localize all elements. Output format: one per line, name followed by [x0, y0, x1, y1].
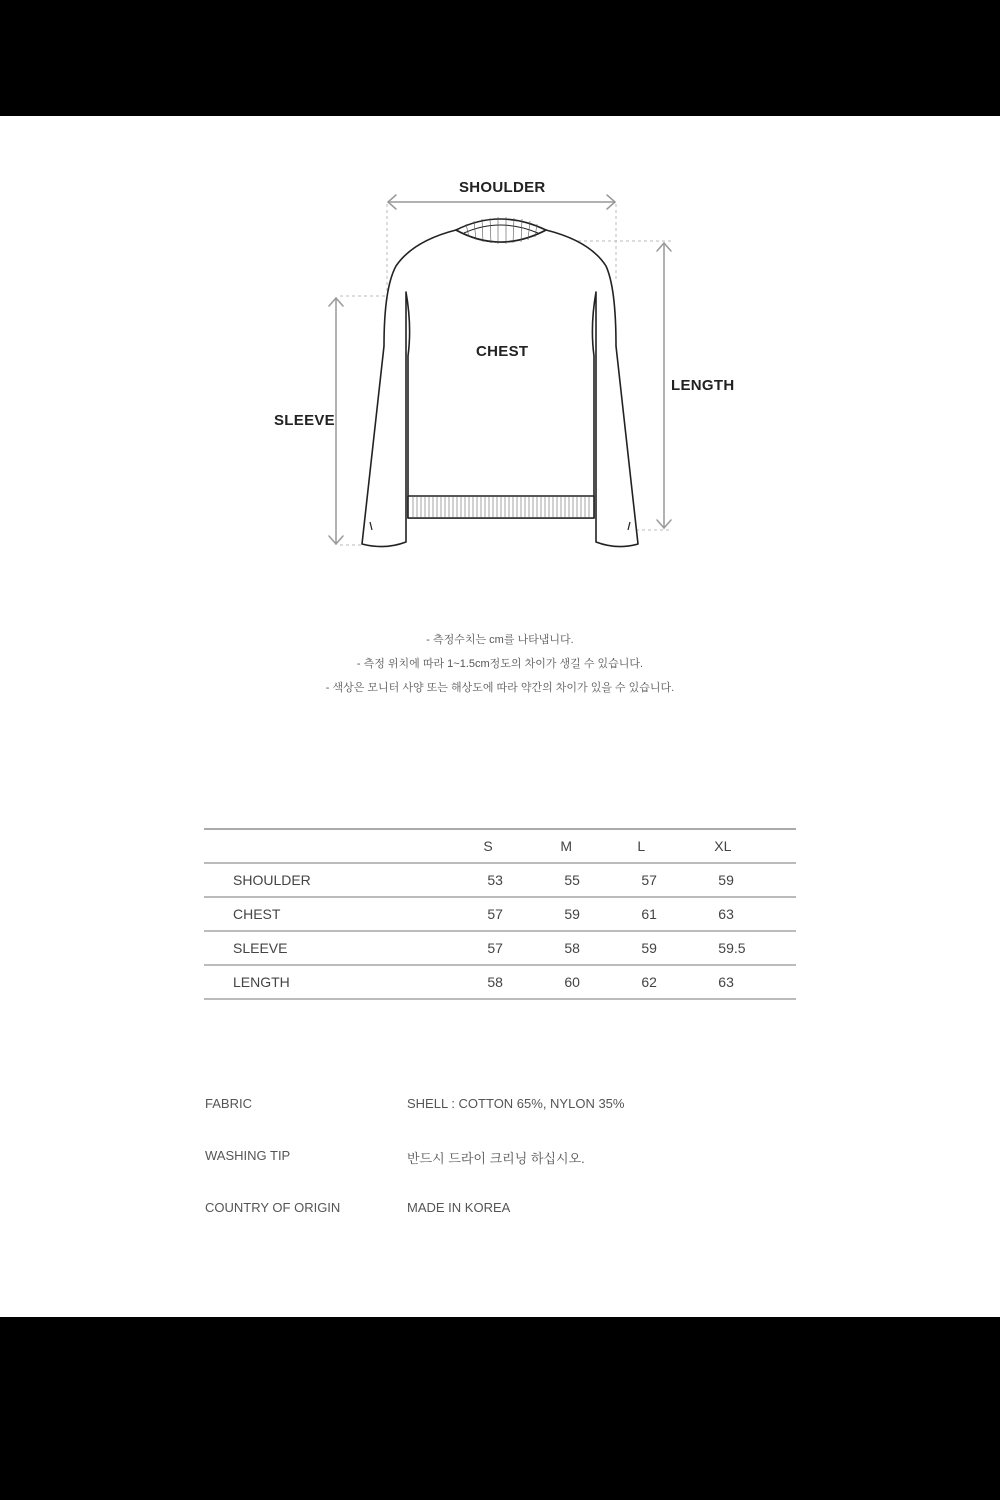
cell-value: 59	[718, 863, 796, 897]
length-label: LENGTH	[671, 377, 735, 394]
table-row	[204, 965, 796, 999]
cell-value: 58	[564, 931, 641, 965]
measurement-notes	[0, 628, 1000, 700]
washing-tip-value: 반드시 드라이 크리닝 하십시오.	[407, 1151, 585, 1166]
header-size-xl: XL	[718, 829, 796, 863]
header-blank	[204, 829, 487, 863]
note-tolerance: - 측정 위치에 따라 1~1.5cm정도의 차이가 생길 수 있습니다.	[356, 658, 644, 670]
cell-value: 57	[641, 863, 718, 897]
cell-value: 59	[564, 897, 641, 931]
cell-value: 57	[487, 931, 564, 965]
cell-value: 59	[641, 931, 718, 965]
note-units: - 측정수치는 cm를 나타냅니다.	[426, 634, 574, 646]
fabric-value: SHELL : COTTON 65%, NYLON 35%	[407, 1096, 625, 1111]
cell-value: 53	[487, 863, 564, 897]
chest-label: CHEST	[476, 343, 529, 360]
shoulder-label: SHOULDER	[459, 179, 546, 196]
cell-value: 60	[564, 965, 641, 999]
header-size-s: S	[487, 829, 564, 863]
row-label-shoulder: SHOULDER	[204, 863, 487, 897]
row-label-chest: CHEST	[204, 897, 487, 931]
header-size-l: L	[641, 829, 718, 863]
washing-tip-label: WASHING TIP	[205, 1148, 291, 1163]
info-row-fabric	[205, 1096, 805, 1148]
row-label-sleeve: SLEEVE	[204, 931, 487, 965]
garment-diagram	[0, 116, 1000, 586]
cell-value: 63	[718, 897, 796, 931]
size-guide-sheet	[0, 116, 1000, 1317]
note-color: - 색상은 모니터 사양 또는 해상도에 따라 약간의 차이가 있을 수 있습니다.	[325, 682, 675, 694]
cell-value: 58	[487, 965, 564, 999]
cell-value: 62	[641, 965, 718, 999]
table-row	[204, 863, 796, 897]
fabric-label: FABRIC	[205, 1096, 252, 1111]
table-header-row	[204, 829, 796, 863]
cell-value: 63	[718, 965, 796, 999]
info-row-washing	[205, 1148, 805, 1200]
origin-value: MADE IN KOREA	[407, 1200, 511, 1215]
table-row	[204, 897, 796, 931]
cell-value: 59.5	[718, 931, 796, 965]
cell-value: 57	[487, 897, 564, 931]
row-label-length: LENGTH	[204, 965, 487, 999]
cell-value: 61	[641, 897, 718, 931]
size-chart-table	[204, 828, 796, 1000]
origin-label: COUNTRY OF ORIGIN	[205, 1200, 341, 1215]
table-row	[204, 931, 796, 965]
cell-value: 55	[564, 863, 641, 897]
sleeve-label: SLEEVE	[274, 412, 335, 429]
header-size-m: M	[564, 829, 641, 863]
product-info	[205, 1096, 805, 1252]
info-row-origin	[205, 1200, 805, 1252]
